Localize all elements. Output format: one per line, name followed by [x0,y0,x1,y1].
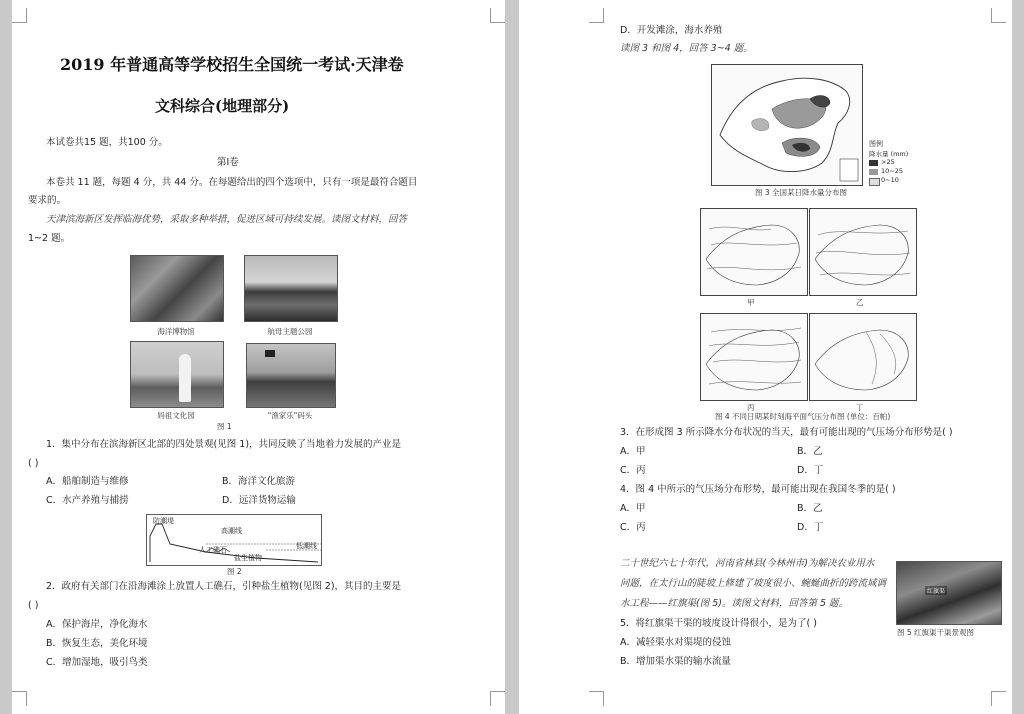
diagram-label: 低潮线 [296,542,317,550]
right-page [519,0,1012,714]
figure-caption: 图 3 全国某日降水量分布图 [755,188,848,197]
crop-mark [490,691,505,706]
passage-line: 1~2 题。 [28,233,71,244]
crop-mark [12,8,27,23]
option-d: D．远洋货物运输 [222,495,296,506]
photo-caption: 妈祖文化园 [157,411,195,420]
photo-label: 红旗渠 [927,588,946,595]
crop-mark [490,8,505,23]
passage-line: 天津滨海新区发挥临海优势，采取多种举措，促进区域可持续发展。读图文材料，回答 [46,214,408,225]
option-c: C．丙 [620,522,646,533]
option-d: D．开发滩涂，海水养殖 [620,25,723,36]
option-b: B．乙 [797,446,823,457]
option-d: D．丁 [797,522,824,533]
option-c: C．水产养殖与捕捞 [46,495,129,506]
legend-subtitle: 降水量 (mm) [869,150,909,158]
option-b: B．恢复生态，美化环境 [46,638,148,649]
precipitation-map [711,64,863,186]
photo-caption: 航母主题公园 [267,327,313,336]
photo-caption: "渔家乐"码头 [267,411,313,420]
pressure-map-bing [700,313,808,401]
crop-mark [991,691,1006,706]
crop-mark [991,8,1006,23]
passage-line: 水工程——红旗渠(图 5)。读图文材料，回答第 5 题。 [620,598,849,609]
question-1: 1．集中分布在滨海新区北部的四处景观(见图 1)，共同反映了当地着力发展的产业是 [46,439,402,450]
passage-line: 问题，在太行山的陡坡上修建了坡度很小、蜿蜒曲折的跨流域调 [620,578,887,589]
option-b: B．海洋文化旅游 [222,476,296,487]
question-3: 3．在形成图 3 所示降水分布状况的当天，最有可能出现的气压场分布形势是( ) [620,427,953,438]
legend-item: 10~25 [881,167,903,175]
option-c: C．丙 [620,465,646,476]
carrier-park-photo [244,255,338,322]
legend-item: >25 [881,158,895,166]
figure-caption: 图 4 不同日期某时刻海平面气压分布图 (单位：百帕) [715,412,891,421]
option-a: A．减轻渠水对渠堤的侵蚀 [620,637,731,648]
legend-swatch-dark [869,160,878,166]
diagram-label: 高潮线 [221,527,242,535]
answer-paren: ( ) [28,600,39,611]
photo-caption: 海洋博物馆 [157,327,195,336]
exam-subtitle: 文科综合(地理部分) [155,97,290,115]
panel-label: 丁 [856,403,864,412]
panel-label: 丙 [747,403,755,412]
instructions-line: 要求的。 [28,195,67,206]
question-5: 5．将红旗渠干渠的坡度设计得很小，是为了( ) [620,618,817,629]
diagram-label: 人工礁石 [199,546,227,554]
option-a: A．船舶制造与维修 [46,476,129,487]
option-a: A．甲 [620,446,646,457]
option-d: D．丁 [797,465,824,476]
figure-caption: 图 1 [217,422,232,431]
passage-line: 二十世纪六七十年代，河南省林县(今林州市)为解决农业用水 [620,558,875,569]
passage-line: 读图 3 和图 4，回答 3~4 题。 [620,43,753,54]
legend-item: 0~10 [881,176,899,184]
section-heading: 第Ⅰ卷 [217,157,239,168]
crop-mark [12,691,27,706]
option-b: B．增加渠水渠的输水流量 [620,656,732,667]
legend-swatch-light [869,178,880,186]
legend-title: 图例 [869,140,883,148]
exam-title: 2019 年普通高等学校招生全国统一考试·天津卷 [60,55,404,74]
option-b: B．乙 [797,503,823,514]
option-a: A．保护海岸，净化海水 [46,619,148,630]
pressure-map-yi [809,208,917,296]
museum-photo [130,255,224,322]
diagram-label: 防潮堤 [153,517,174,525]
pressure-map-jia [700,208,808,296]
legend-swatch-mid [869,169,878,175]
diagram-label: 盐生植物 [234,554,262,562]
panel-label: 乙 [856,298,864,307]
crop-mark [589,691,604,706]
question-2: 2．政府有关部门在沿海滩涂上放置人工礁石，引种盐生植物(见图 2)，其目的主要是 [46,581,402,592]
left-page [12,0,505,714]
answer-paren: ( ) [28,458,39,469]
figure-caption: 图 5 红旗渠干渠景观图 [897,628,975,637]
option-a: A．甲 [620,503,646,514]
crop-mark [589,8,604,23]
mazu-park-photo [130,341,224,408]
instructions-line: 本卷共 11 题，每题 4 分，共 44 分。在每题给出的四个选项中，只有一项是最符合题目 [46,177,418,188]
question-4: 4．图 4 中所示的气压场分布形势，最可能出现在我国冬季的是( ) [620,484,896,495]
figure-caption: 图 2 [227,567,242,576]
fishing-dock-photo [246,343,336,408]
red-flag-canal-photo [896,561,1002,625]
intro-text: 本试卷共15 题，共100 分。 [46,137,168,148]
pressure-map-ding [809,313,917,401]
option-c: C．增加湿地，吸引鸟类 [46,657,148,668]
panel-label: 甲 [747,298,755,307]
